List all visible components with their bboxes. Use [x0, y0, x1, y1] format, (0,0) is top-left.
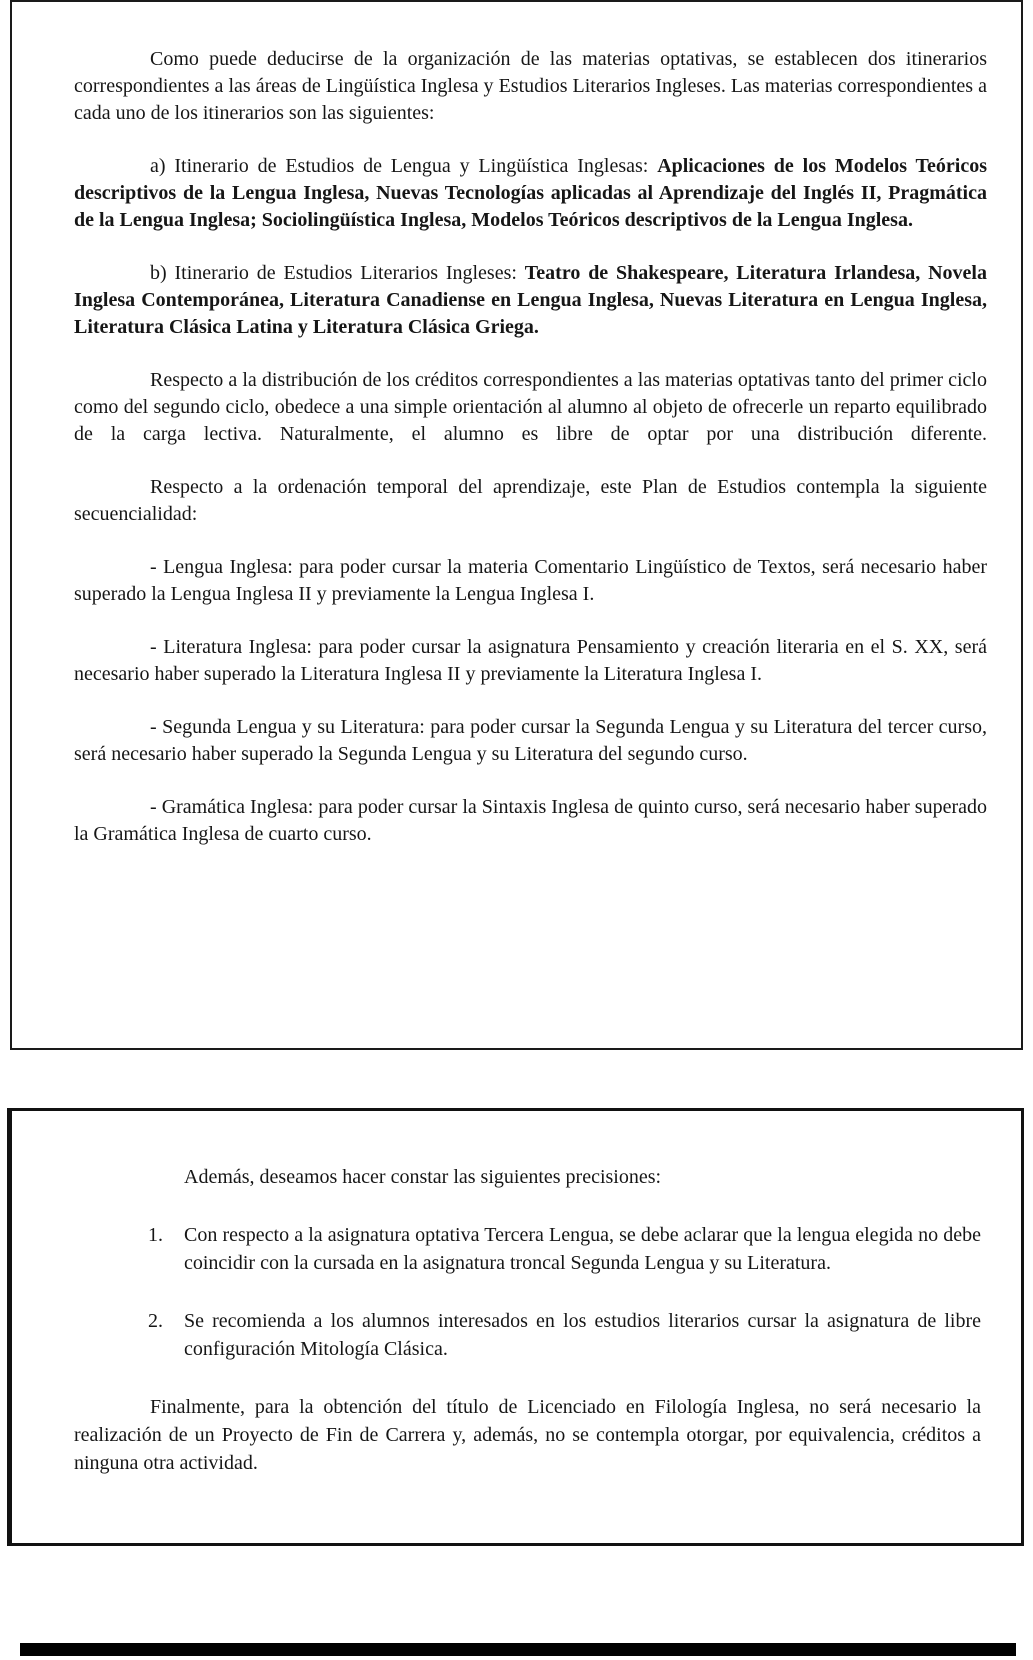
numbered-item-1 — [148, 1221, 981, 1277]
sequence-item-lengua-inglesa: - Lengua Inglesa: para poder cursar la materia Comentario Lingüístico de Textos, será necesario haber superado la Lengua Inglesa II y previamente la Lengua Inglesa I. — [74, 556, 987, 605]
paragraph-itineraries-intro: Como puede deducirse de la organización de las materias optativas, se establecen dos itinerarios correspondientes a las áreas de Lingüística Inglesa y Estudios Literarios Ingleses. Las materias correspondientes a cada uno de los itinerarios son las siguientes: — [74, 48, 987, 124]
item-text-mitologia-clasica: Se recomienda a los alumnos interesados en los estudios literarios cursar la asignatura de libre configuración Mitología Clásica. — [184, 1310, 981, 1360]
sequence-item-literatura-inglesa: - Literatura Inglesa: para poder cursar la asignatura Pensamiento y creación literaria en el S. XX, será necesario haber superado la Literatura Inglesa II y previamente la Literatura Inglesa I. — [74, 636, 987, 685]
paragraph-credits-distribution: Respecto a la distribución de los créditos correspondientes a las materias optativas tanto del primer ciclo como del segundo ciclo, obedece a una simple orientación al alumno al objeto de ofrecerle un reparto equilibrado de la carga lectiva. Naturalmente, el alumno es libre de optar por una distribución diferente. — [74, 369, 987, 445]
sequence-item-gramatica-inglesa: - Gramática Inglesa: para poder cursar la Sintaxis Inglesa de quinto curso, será necesario haber superado la Gramática Inglesa de cuarto curso. — [74, 796, 987, 845]
item-number: 1. — [148, 1224, 163, 1246]
itinerary-a-label: a) Itinerario de Estudios de Lengua y Lingüística Inglesas: — [150, 155, 658, 177]
paragraph-itinerary-a — [74, 153, 987, 234]
lower-text-panel — [7, 1108, 1024, 1546]
numbered-item-2 — [148, 1307, 981, 1363]
item-number: 2. — [148, 1310, 163, 1332]
itinerary-a-courses: Aplicaciones de los Modelos Teóricos descriptivos de la Lengua Inglesa, Nuevas Tecnologías aplicadas al Aprendizaje del Inglés II, Pragmática de la Lengua Inglesa; Sociolingüística Inglesa, Modelos Teóricos descriptivos de la Lengua Inglesa. — [74, 155, 987, 231]
sequence-item-segunda-lengua: - Segunda Lengua y su Literatura: para poder cursar la Segunda Lengua y su Literatura del tercer curso, será necesario haber superado la Segunda Lengua y su Literatura del segundo curso. — [74, 716, 987, 765]
scan-artifact-bar — [20, 1643, 1016, 1656]
item-text-tercera-lengua: Con respecto a la asignatura optativa Tercera Lengua, se debe aclarar que la lengua elegida no debe coincidir con la cursada en la asignatura troncal Segunda Lengua y su Literatura. — [184, 1224, 981, 1274]
itinerary-b-courses: Teatro de Shakespeare, Literatura Irlandesa, Novela Inglesa Contemporánea, Literatura Canadiense en Lengua Inglesa, Nuevas Literatura en Lengua Inglesa, Literatura Clásica Latina y Literatura Clásica Griega. — [74, 262, 987, 338]
upper-text-panel — [10, 0, 1023, 1050]
itinerary-b-label: b) Itinerario de Estudios Literarios Ingleses: — [150, 262, 525, 284]
paragraph-temporal-ordering: Respecto a la ordenación temporal del aprendizaje, este Plan de Estudios contempla la siguiente secuencialidad: — [74, 476, 987, 525]
paragraph-precisions-intro: Además, deseamos hacer constar las siguientes precisiones: — [184, 1166, 662, 1188]
paragraph-itinerary-b — [74, 260, 987, 341]
paragraph-final-note: Finalmente, para la obtención del título de Licenciado en Filología Inglesa, no será necesario la realización de un Proyecto de Fin de Carrera y, además, no se contempla otorgar, por equivalencia, créditos a ninguna otra actividad. — [74, 1396, 981, 1474]
